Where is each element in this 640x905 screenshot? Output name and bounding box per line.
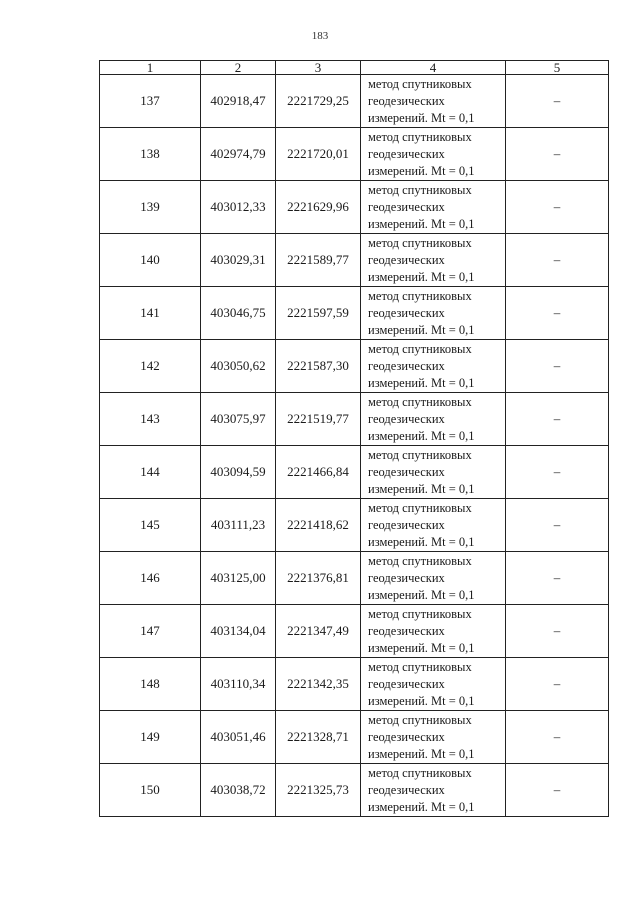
coordinate-x: 403111,23 (201, 499, 276, 552)
coordinate-x: 403012,33 (201, 181, 276, 234)
method-line: геодезических (368, 305, 445, 320)
method-line: измерений. Mt = 0,1 (368, 163, 475, 178)
method-line: измерений. Mt = 0,1 (368, 534, 475, 549)
method-description (361, 552, 506, 605)
method-description (361, 181, 506, 234)
coordinate-y: 2221587,30 (276, 340, 361, 393)
method-line: геодезических (368, 199, 445, 214)
table-row (100, 552, 609, 605)
note-dash: – (506, 658, 609, 711)
coordinate-y: 2221589,77 (276, 234, 361, 287)
header-col-1: 1 (100, 61, 201, 75)
method-line: метод спутниковых (368, 394, 472, 409)
method-line: геодезических (368, 570, 445, 585)
method-line: геодезических (368, 623, 445, 638)
header-col-5: 5 (506, 61, 609, 75)
method-description (361, 764, 506, 817)
point-number: 139 (100, 181, 201, 234)
coordinate-y: 2221347,49 (276, 605, 361, 658)
note-dash: – (506, 552, 609, 605)
point-number: 140 (100, 234, 201, 287)
method-line: геодезических (368, 676, 445, 691)
point-number: 142 (100, 340, 201, 393)
coordinate-x: 402974,79 (201, 128, 276, 181)
method-line: геодезических (368, 782, 445, 797)
table-row (100, 605, 609, 658)
method-line: измерений. Mt = 0,1 (368, 375, 475, 390)
coordinate-x: 403125,00 (201, 552, 276, 605)
point-number: 137 (100, 75, 201, 128)
point-number: 144 (100, 446, 201, 499)
method-line: измерений. Mt = 0,1 (368, 640, 475, 655)
method-line: метод спутниковых (368, 765, 472, 780)
method-line: метод спутниковых (368, 288, 472, 303)
method-line: геодезических (368, 93, 445, 108)
coordinate-x: 403110,34 (201, 658, 276, 711)
coordinate-y: 2221328,71 (276, 711, 361, 764)
method-line: метод спутниковых (368, 553, 472, 568)
point-number: 147 (100, 605, 201, 658)
method-line: измерений. Mt = 0,1 (368, 693, 475, 708)
coordinate-y: 2221729,25 (276, 75, 361, 128)
method-line: метод спутниковых (368, 341, 472, 356)
method-line: метод спутниковых (368, 235, 472, 250)
method-description (361, 393, 506, 446)
page-number: 183 (311, 30, 329, 42)
point-number: 149 (100, 711, 201, 764)
table-row (100, 181, 609, 234)
method-description (361, 658, 506, 711)
table-row (100, 128, 609, 181)
method-line: геодезических (368, 252, 445, 267)
method-line: метод спутниковых (368, 712, 472, 727)
method-line: метод спутниковых (368, 129, 472, 144)
coordinate-y: 2221418,62 (276, 499, 361, 552)
method-description (361, 128, 506, 181)
coordinate-x: 403075,97 (201, 393, 276, 446)
method-description (361, 340, 506, 393)
point-number: 150 (100, 764, 201, 817)
note-dash: – (506, 605, 609, 658)
method-line: метод спутниковых (368, 182, 472, 197)
note-dash: – (506, 499, 609, 552)
coordinate-x: 403051,46 (201, 711, 276, 764)
coordinate-x: 403046,75 (201, 287, 276, 340)
coordinate-y: 2221519,77 (276, 393, 361, 446)
table-row (100, 340, 609, 393)
method-line: измерений. Mt = 0,1 (368, 587, 475, 602)
coordinate-y: 2221629,96 (276, 181, 361, 234)
method-description (361, 446, 506, 499)
method-line: геодезических (368, 464, 445, 479)
table-row (100, 234, 609, 287)
method-line: метод спутниковых (368, 500, 472, 515)
header-col-3: 3 (276, 61, 361, 75)
note-dash: – (506, 393, 609, 446)
coordinate-x: 403094,59 (201, 446, 276, 499)
header-col-2: 2 (201, 61, 276, 75)
table-row (100, 499, 609, 552)
table-row (100, 764, 609, 817)
coordinate-y: 2221466,84 (276, 446, 361, 499)
coordinate-y: 2221342,35 (276, 658, 361, 711)
method-line: измерений. Mt = 0,1 (368, 110, 475, 125)
method-description (361, 287, 506, 340)
coordinate-y: 2221720,01 (276, 128, 361, 181)
method-description (361, 605, 506, 658)
point-number: 145 (100, 499, 201, 552)
table-body (100, 75, 609, 817)
table-row (100, 658, 609, 711)
coordinate-x: 403134,04 (201, 605, 276, 658)
coordinate-x: 403050,62 (201, 340, 276, 393)
table-header-row (100, 61, 609, 75)
note-dash: – (506, 234, 609, 287)
header-col-4: 4 (361, 61, 506, 75)
method-line: измерений. Mt = 0,1 (368, 746, 475, 761)
note-dash: – (506, 711, 609, 764)
point-number: 146 (100, 552, 201, 605)
method-line: метод спутниковых (368, 447, 472, 462)
method-line: метод спутниковых (368, 606, 472, 621)
method-description (361, 75, 506, 128)
coordinate-x: 402918,47 (201, 75, 276, 128)
table-row (100, 446, 609, 499)
method-line: геодезических (368, 517, 445, 532)
point-number: 138 (100, 128, 201, 181)
note-dash: – (506, 75, 609, 128)
method-line: метод спутниковых (368, 76, 472, 91)
method-line: измерений. Mt = 0,1 (368, 799, 475, 814)
method-line: измерений. Mt = 0,1 (368, 481, 475, 496)
point-number: 141 (100, 287, 201, 340)
method-line: геодезических (368, 146, 445, 161)
table-row (100, 393, 609, 446)
note-dash: – (506, 287, 609, 340)
point-number: 148 (100, 658, 201, 711)
point-number: 143 (100, 393, 201, 446)
method-description (361, 234, 506, 287)
method-line: измерений. Mt = 0,1 (368, 428, 475, 443)
note-dash: – (506, 181, 609, 234)
coordinate-y: 2221325,73 (276, 764, 361, 817)
method-description (361, 711, 506, 764)
coordinates-table (99, 60, 609, 817)
method-line: геодезических (368, 729, 445, 744)
coordinate-x: 403038,72 (201, 764, 276, 817)
method-line: метод спутниковых (368, 659, 472, 674)
method-line: геодезических (368, 411, 445, 426)
method-line: геодезических (368, 358, 445, 373)
table-row (100, 75, 609, 128)
table-row (100, 287, 609, 340)
method-line: измерений. Mt = 0,1 (368, 322, 475, 337)
table-row (100, 711, 609, 764)
coordinate-y: 2221597,59 (276, 287, 361, 340)
note-dash: – (506, 764, 609, 817)
coordinate-x: 403029,31 (201, 234, 276, 287)
note-dash: – (506, 340, 609, 393)
note-dash: – (506, 128, 609, 181)
method-line: измерений. Mt = 0,1 (368, 216, 475, 231)
method-line: измерений. Mt = 0,1 (368, 269, 475, 284)
note-dash: – (506, 446, 609, 499)
coordinate-y: 2221376,81 (276, 552, 361, 605)
method-description (361, 499, 506, 552)
